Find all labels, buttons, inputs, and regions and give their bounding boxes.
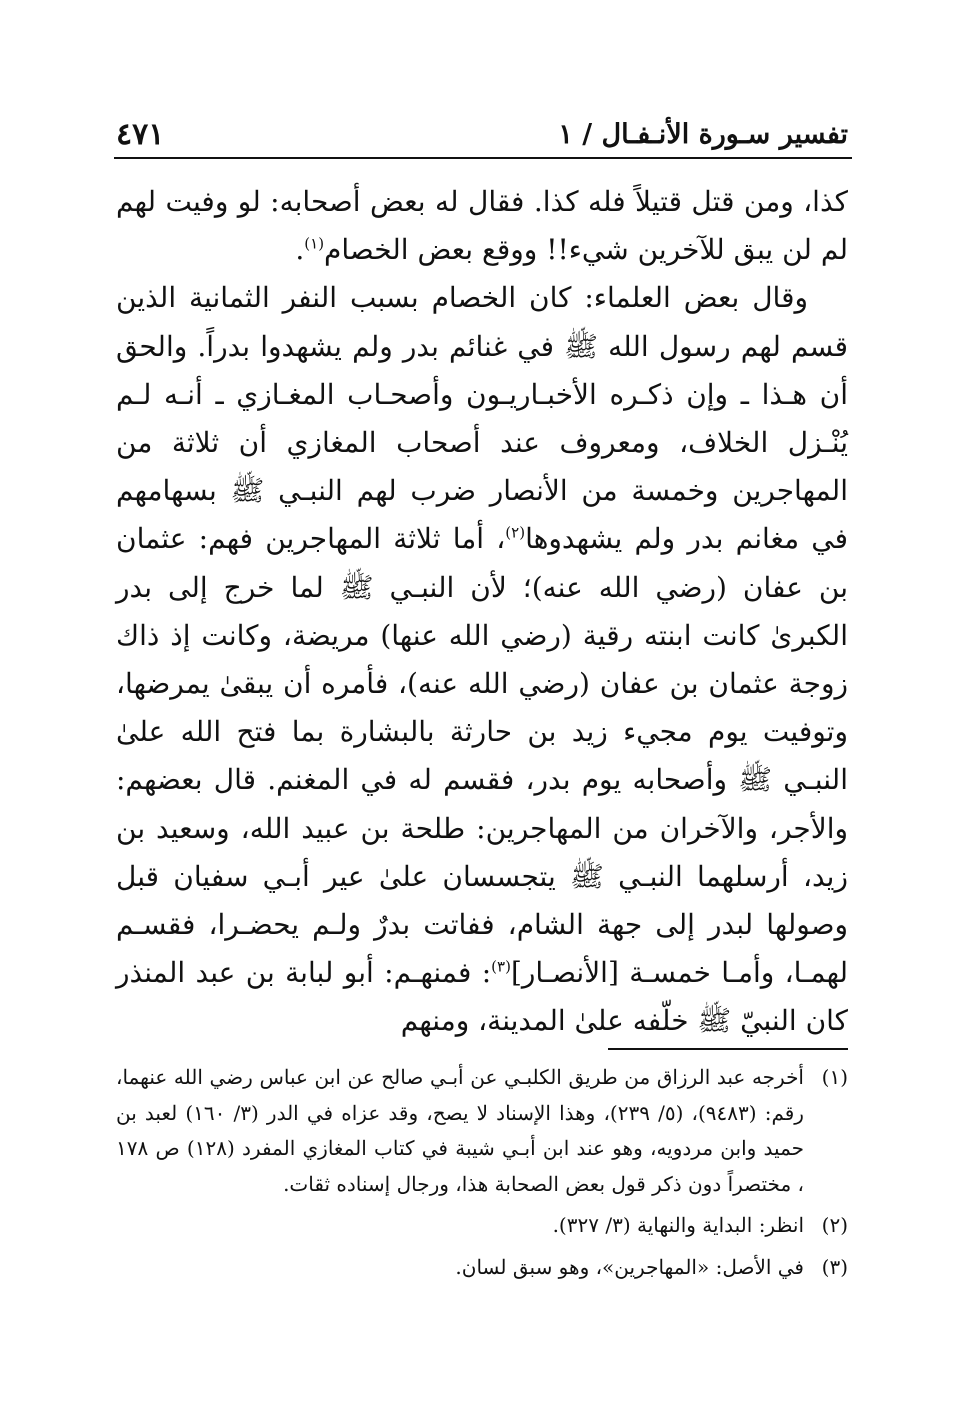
footnote-text: أخرجه عبد الرزاق من طريق الكلبـي عن أبـي صالح عن ابن عباس رضي الله عنهما، رقم: (٩٤٨٣)، (٥/ ٢٣٩)، وهذا الإسناد لا يصح، وقد عزاه في الدر (٣/ ١٦٠) لعبد بن حميد وابن مردويه، وهو عند ابن أبـي شيبة في كتاب المغازي المفرد (١٢٨) ص ١٧٨ ، مختصراً دون ذكر قول بعض الصحابة هذا، ورجال إسناده ثقات. <box>116 1065 805 1196</box>
running-title: تفسير سـورة الأنـفـال / ١ <box>558 119 848 150</box>
footnote-ref-1: (١) <box>304 234 325 253</box>
footnote-text: انظر: البداية والنهاية (٣/ ٣٢٧). <box>552 1213 804 1237</box>
footnote-number: (٢) <box>821 1213 848 1237</box>
running-header <box>116 108 848 152</box>
footnote-text: في الأصل: «المهاجرين»، وهو سبق لسان. <box>455 1254 804 1279</box>
footnote-ref-2: (٢) <box>505 524 526 543</box>
footnote-number: (٣) <box>821 1254 848 1279</box>
paragraph-text: كذا، ومن قتل قتيلاً فله كذا. فقال له بعض أصحابه: لو وفيت لهم لم لن يبق للآخرين شيء!! ووقع بعض الخصام <box>116 185 848 267</box>
footnote-number: (١) <box>821 1065 848 1089</box>
paragraph-text: ، أما ثلاثة المهاجرين فهم: عثمان بن عفان (رضي الله عنه)؛ لأن النبـي ﷺ لما خرج إلى بدر الكبرىٰ كانت ابنته رقية (رضي الله عنها) مريضة، وكانت إذ ذاك زوجة عثمان بن عفان (رضي الله عنه)، فأمره أن يبقىٰ يمرضها، وتوفيت يوم مجيء زيد بن حارثة بالبشارة بما فتح الله علىٰ النبـي ﷺ وأصحابه يوم بدر، فقسم له في المغنم. قال بعضهم: والأجر، والآخران من المهاجرين: طلحة بن عبيد الله، وسعيد بن زيد، أرسلهما النبـي ﷺ يتجسسان علىٰ عير أبـي سفيان قبل وصولها لبدر إلى جهة الشام، ففاتت بدرٌ ولـم يحضـرا، فقسـم لهمـا، وأمـا خمسـة [الأنصـار] <box>116 522 849 990</box>
paragraph: كذا، ومن قتل قتيلاً فله كذا. فقال له بعض أصحابه: لو وفيت لهم لم لن يبق للآخرين شيء!! ووقع بعض الخصام$^{(١)}$. <box>116 185 848 267</box>
page-number: ٤٧١ <box>116 117 165 152</box>
footnotes <box>116 1060 848 1285</box>
main-text <box>116 178 848 1046</box>
footnote-ref-3: (٣) <box>491 957 511 976</box>
footnote <box>116 1060 848 1202</box>
footnote <box>116 1250 848 1286</box>
footnote-divider <box>608 1048 848 1050</box>
paragraph-text: وقال بعض العلماء: كان الخصام بسبب النفر الثمانية الذين قسم لهم رسول الله ﷺ في غنائم بدر ولم يشهدوا بدراً. والحق أن هـذا ـ وإن ذكـره الأخبـاريـون وأصحـاب المغـازي ـ أنـه لـم يُنْـزل الخلاف، ومعروف عند أصحاب المغازي أن ثلاثة من المهاجرين وخمسة من الأنصار ضرب لهم النبـي ﷺ بسهامهم في مغانم بدر ولم يشهدوها <box>116 281 848 556</box>
header-divider <box>114 157 852 159</box>
paragraph-text: : فمنهـم: أبو لبابة بن عبد المنذر كان النبيّ ﷺ خلّفه علىٰ المدينة، ومنهم <box>116 956 848 1038</box>
footnote <box>116 1208 848 1244</box>
paragraph <box>116 274 848 1045</box>
